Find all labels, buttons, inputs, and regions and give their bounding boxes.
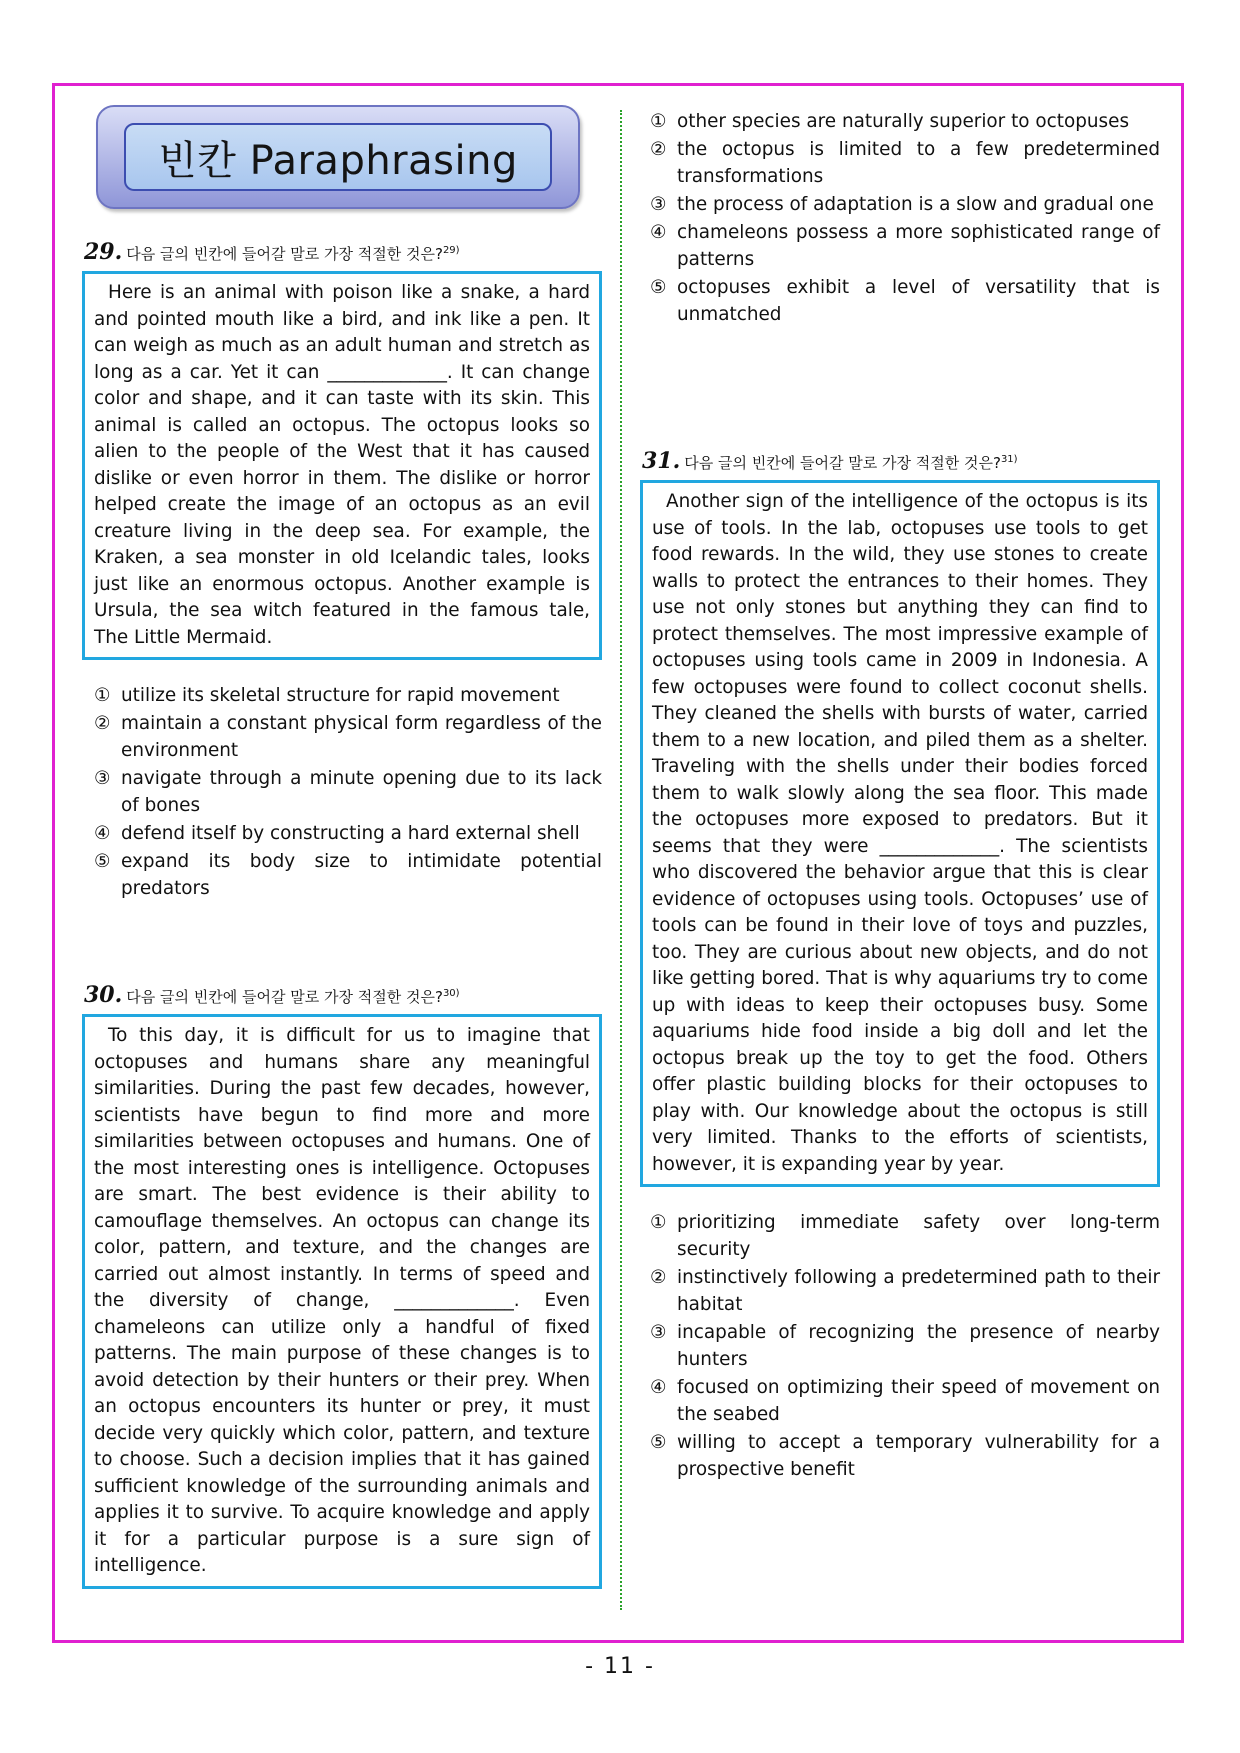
question-number: 31. (642, 448, 681, 474)
passage-box (82, 1014, 602, 1589)
choice-text: the process of adaptation is a slow and gradual one (677, 194, 1154, 215)
answer-choice[interactable] (648, 274, 1160, 328)
column-divider (620, 110, 622, 1610)
choice-text: expand its body size to intimidate potential predators (121, 851, 602, 899)
answer-choice[interactable] (648, 1209, 1160, 1263)
choice-number: ③ (650, 1322, 667, 1343)
answer-choice[interactable] (648, 219, 1160, 273)
section-title: 빈칸 Paraphrasing (158, 137, 518, 184)
choice-number: ① (650, 1212, 667, 1233)
choice-number: ③ (650, 194, 667, 215)
passage-text: Here is an animal with poison like a snake, a hard and pointed mouth like a bird, and ink like a pen. It can weigh as much as an adult human and stretch as long as a car. Yet it can _____________. It can change color and shape, and it can taste with its skin. This animal is called an octopus. The octopus looks so alien to the people of the West that it has caused dislike or even horror in them. The dislike or horror helped create the image of an octopus as an evil creature living in the deep sea. For example, the Kraken, a sea monster in old Icelandic tales, looks just like an enormous octopus. Another example is Ursula, the sea witch featured in the famous tale, The Little Mermaid. (94, 282, 590, 648)
choice-number: ⑤ (650, 277, 667, 298)
question-number: 29. (84, 239, 123, 265)
choice-text: focused on optimizing their speed of movement on the seabed (677, 1377, 1160, 1425)
question-30 (82, 982, 602, 1589)
question-number: 30. (84, 982, 123, 1008)
choice-text: chameleons possess a more sophisticated range of patterns (677, 222, 1160, 270)
question-prompt (126, 986, 459, 1007)
choice-number: ④ (94, 823, 111, 844)
passage-box (640, 480, 1160, 1187)
choice-number: ② (650, 139, 667, 160)
choice-number: ② (650, 1267, 667, 1288)
banner-inner-frame (124, 123, 552, 191)
choice-text: incapable of recognizing the presence of nearby hunters (677, 1322, 1160, 1370)
choice-text: maintain a constant physical form regardless of the environment (121, 713, 602, 761)
answer-choice[interactable] (648, 1264, 1160, 1318)
choice-number: ③ (94, 768, 111, 789)
choice-text: defend itself by constructing a hard external shell (121, 823, 580, 844)
question-29 (82, 239, 602, 902)
choice-text: other species are naturally superior to octopuses (677, 111, 1130, 132)
choice-number: ④ (650, 1377, 667, 1398)
answer-choice[interactable] (648, 1374, 1160, 1428)
footnote-marker: 29) (442, 245, 460, 256)
choice-number: ⑤ (94, 851, 111, 872)
choice-number: ⑤ (650, 1432, 667, 1453)
answer-choice[interactable] (92, 820, 602, 847)
choice-text: willing to accept a temporary vulnerability for a prospective benefit (677, 1432, 1160, 1480)
answer-choice[interactable] (648, 108, 1160, 135)
question-29-header (84, 239, 602, 265)
answer-choice[interactable] (648, 1319, 1160, 1373)
question-prompt-text: 다음 글의 빈칸에 들어갈 말로 가장 적절한 것은? (126, 245, 443, 263)
question-30-header (84, 982, 602, 1008)
answer-choices (82, 682, 602, 902)
choice-number: ① (650, 111, 667, 132)
answer-choice[interactable] (648, 1429, 1160, 1483)
answer-choice[interactable] (92, 682, 602, 709)
choice-text: navigate through a minute opening due to its lack of bones (121, 768, 602, 816)
question-prompt (684, 452, 1017, 473)
question-31 (640, 448, 1160, 1484)
answer-choice[interactable] (92, 848, 602, 902)
choice-number: ① (94, 685, 111, 706)
choice-number: ② (94, 713, 111, 734)
choice-number: ④ (650, 222, 667, 243)
question-prompt-text: 다음 글의 빈칸에 들어갈 말로 가장 적절한 것은? (126, 988, 443, 1006)
left-column (82, 105, 602, 1576)
answer-choices (648, 108, 1160, 328)
choice-text: the octopus is limited to a few predetermined transformations (677, 139, 1160, 187)
right-column (642, 108, 1160, 1480)
passage-box (82, 271, 602, 660)
answer-choice[interactable] (92, 710, 602, 764)
question-31-header (642, 448, 1160, 474)
answer-choice[interactable] (648, 136, 1160, 190)
footnote-marker: 31) (1000, 454, 1018, 465)
question-prompt (126, 243, 459, 264)
choice-text: instinctively following a predetermined path to their habitat (677, 1267, 1160, 1315)
choice-text: prioritizing immediate safety over long-term security (677, 1212, 1160, 1260)
choice-text: octopuses exhibit a level of versatility that is unmatched (677, 277, 1160, 325)
question-prompt-text: 다음 글의 빈칸에 들어갈 말로 가장 적절한 것은? (684, 454, 1001, 472)
answer-choices (640, 1209, 1160, 1483)
passage-text: Another sign of the intelligence of the octopus is its use of tools. In the lab, octopuses use tools to get food rewards. In the wild, they use stones to create walls to protect the entrances to their homes. They use not only stones but anything they can find to protect themselves. The most impressive example of octopuses using tools came in 2009 in Indonesia. A few octopuses were found to collect coconut shells. They cleaned the shells with bursts of water, carried them to a new location, and piled them as a shelter. Traveling with the shells under their bodies forced them to walk slowly along the sea floor. This made the octopuses more exposed to predators. But it seems that they were _____________. The scientists who discovered the behavior argue that this is clear evidence of octopuses using tools. Octopuses’ use of tools can be found in their love of toys and puzzles, too. They are curious about new objects, and do not like getting bored. That is why aquariums try to come up with ideas to keep their octopuses busy. Some aquariums hide food inside a big doll and let the octopus break up the toy to get the food. Others offer plastic building blocks for their octopuses to play with. Our knowledge about the octopus is still very limited. Thanks to the efforts of scientists, however, it is expanding year by year. (652, 491, 1148, 1175)
section-banner (96, 105, 580, 209)
answer-choice[interactable] (648, 191, 1160, 218)
page-number: - 11 - (585, 1654, 655, 1679)
passage-text: To this day, it is difficult for us to imagine that octopuses and humans share any meaningful similarities. During the past few decades, however, scientists have begun to find more and more similarities between octopuses and humans. One of the most interesting ones is intelligence. Octopuses are smart. The best evidence is their ability to camouflage themselves. An octopus can change its color, pattern, and texture, and the changes are carried out almost instantly. In terms of speed and the diversity of change, _____________. Even chameleons can utilize only a handful of fixed patterns. The main purpose of these changes is to avoid detection by their hunters or their prey. When an octopus encounters its hunter or prey, it must decide very quickly which color, pattern, and texture to choose. Such a decision implies that it has gained sufficient knowledge of the surrounding animals and applies it to survive. To acquire knowledge and apply it for a particular purpose is a sure sign of intelligence. (94, 1025, 590, 1576)
footnote-marker: 30) (442, 988, 460, 999)
choice-text: utilize its skeletal structure for rapid movement (121, 685, 560, 706)
answer-choice[interactable] (92, 765, 602, 819)
